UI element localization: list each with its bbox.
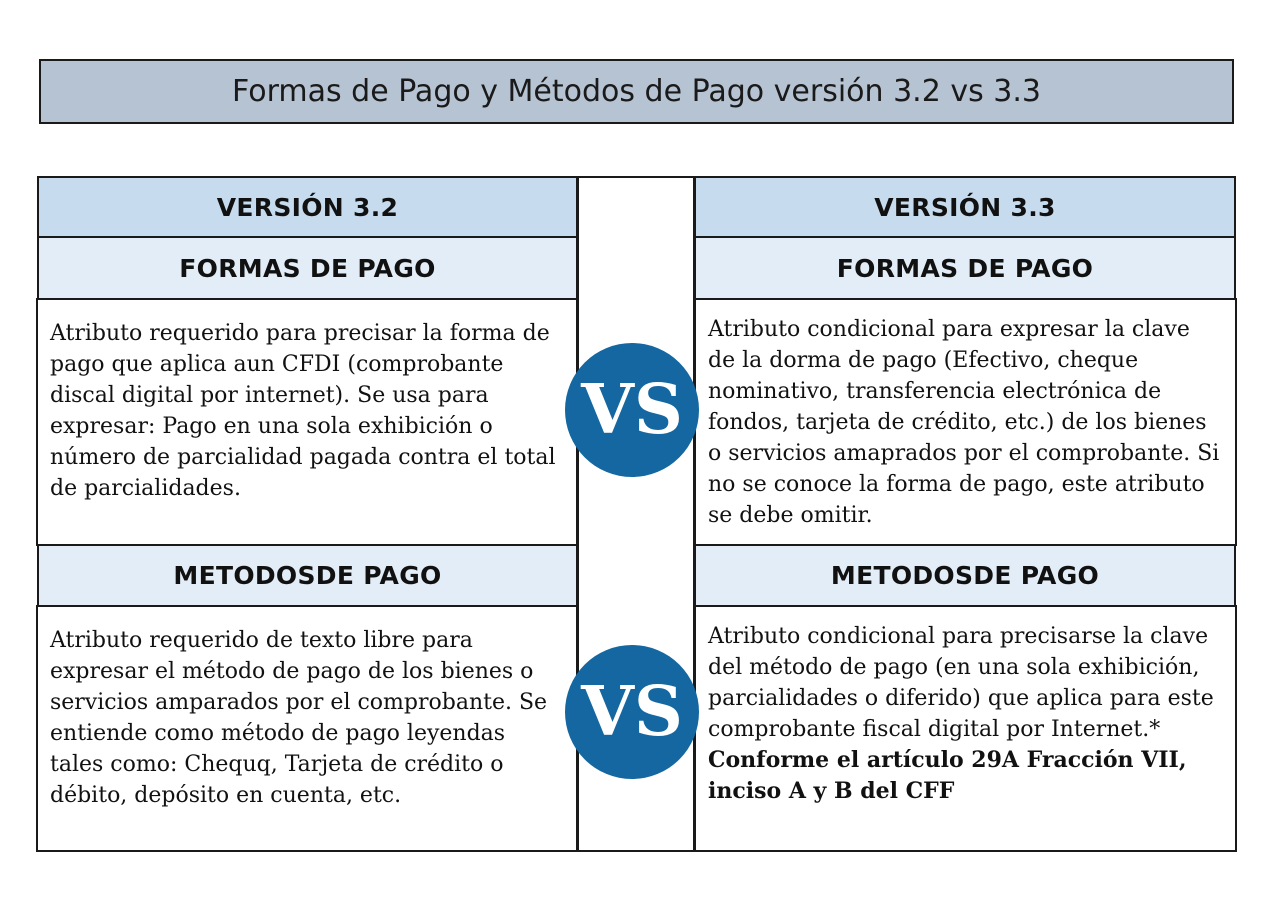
right-formas-header: FORMAS DE PAGO [694,236,1236,300]
right-metodos-box [694,605,1237,852]
left-formas-text: Atributo requerido para precisar la forma de pago que aplica aun CFDI (comprobante discal digital por internet). Se usa para expresar: Pago en una sola exhibición o número de parcialidad pagada contra el total de parcialidades. [50,321,556,501]
vs-badge-formas: VS [565,343,699,477]
left-metodos-header: METODOSDE PAGO [37,544,578,607]
left-metodos-box [36,605,578,852]
vs-badge-metodos: VS [565,645,699,779]
right-metodos-text: Atributo condicional para precisarse la clave del método de pago (en una sola exhibición, parcialidades o diferido) que aplica para este comprobante fiscal digital por Internet.* [708,624,1214,742]
left-version-header: VERSIÓN 3.2 [37,176,578,238]
right-metodos-header: METODOSDE PAGO [694,544,1236,607]
right-metodos-bold-text: Conforme el artículo 29A Fracción VII, inciso A y B del CFF [708,747,1187,804]
right-formas-text: Atributo condicional para expresar la clave de la dorma de pago (Efectivo, cheque nominativo, transferencia electrónica de fondos, tarjeta de crédito, etc.) de los bienes o servicios amaprados por el comprobante. Si no se conoce la forma de pago, este atributo se debe omitir. [708,317,1220,528]
page-title: Formas de Pago y Métodos de Pago versión 3.2 vs 3.3 [39,59,1234,124]
right-version-header: VERSIÓN 3.3 [694,176,1236,238]
left-formas-header: FORMAS DE PAGO [37,236,578,300]
left-formas-box [36,298,578,546]
right-formas-box [694,298,1237,546]
left-metodos-text: Atributo requerido de texto libre para expresar el método de pago de los bienes o servicios amparados por el comprobante. Se entiende como método de pago leyendas tales como: Chequq, Tarjeta de crédito o débito, depósito en cuenta, etc. [50,628,548,808]
